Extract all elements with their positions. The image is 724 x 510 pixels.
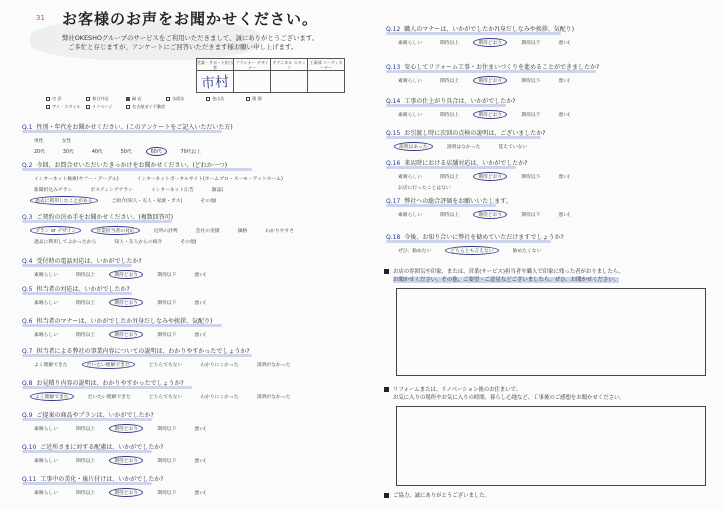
question-number: Q.18 xyxy=(386,234,401,241)
answer-option[interactable]: 期待以上 xyxy=(76,427,96,432)
question-q10 xyxy=(22,442,352,464)
question-text xyxy=(386,62,716,73)
question-text xyxy=(22,316,352,327)
answer-option[interactable]: 女性 xyxy=(61,139,72,144)
answer-option[interactable]: 悪い( xyxy=(194,459,206,464)
bullet-square xyxy=(384,493,389,498)
answer-option[interactable]: 50代 xyxy=(120,150,132,155)
answer-option[interactable]: 素晴らしい xyxy=(34,333,58,338)
highlighter-mark xyxy=(386,204,496,207)
answer-option[interactable]: 期待以下 xyxy=(521,79,541,84)
bullet-square xyxy=(384,269,389,274)
question-q7 xyxy=(22,346,352,368)
answer-option[interactable]: 素晴らしい xyxy=(398,41,422,46)
answer-option[interactable]: 期待以上 xyxy=(76,273,96,278)
question-number: Q.15 xyxy=(386,130,401,137)
question-q3 xyxy=(22,212,352,245)
question-text xyxy=(386,96,716,107)
question-number: Q.17 xyxy=(386,198,401,205)
question-number: Q.4 xyxy=(22,258,33,265)
answer-option-selected[interactable]: 営業担当者の対応 xyxy=(91,226,139,235)
question-q17 xyxy=(386,196,716,218)
answer-option[interactable]: 素晴らしい xyxy=(34,491,58,496)
answer-option[interactable]: わかりにくかった xyxy=(200,363,239,368)
answer-option[interactable]: 素晴らしい xyxy=(398,213,422,218)
answer-options xyxy=(22,186,352,193)
answer-option[interactable]: 期待以上 xyxy=(440,213,460,218)
answer-option-selected[interactable]: プラン or デザイン xyxy=(30,226,81,235)
highlighter-mark xyxy=(22,418,152,421)
answer-option[interactable]: 悪い( xyxy=(194,491,206,496)
question-number: Q.14 xyxy=(386,98,401,105)
question-text xyxy=(22,474,352,485)
answer-option-selected[interactable]: 期待どおり xyxy=(109,298,143,307)
free-question-2-line-1: リフォームまたは、リノベーション後のお住まいで、 xyxy=(393,387,522,393)
highlighter-mark xyxy=(22,130,222,133)
store-label: リノベージ xyxy=(92,104,113,109)
question-number: Q.7 xyxy=(22,348,33,355)
question-text xyxy=(386,196,716,207)
answer-option[interactable]: どちらでもない xyxy=(148,363,183,368)
footer-thanks: ご協力、誠にありがとうございました。 xyxy=(393,493,491,499)
stamp-header-technical: テクニカル スタッフ xyxy=(272,59,306,70)
answer-option[interactable]: 期待以上 xyxy=(440,79,460,84)
answer-option-selected[interactable]: 説明はあった xyxy=(394,142,433,151)
question-number: Q.11 xyxy=(22,476,37,483)
question-label: 弊社への総合評価をお願いいたします。 xyxy=(404,198,512,205)
answer-option-selected[interactable]: よく理解できた xyxy=(30,392,74,401)
question-label: ご契約の決め手をお聞かせください。(複数回答可) xyxy=(36,214,174,221)
highlighter-mark xyxy=(22,450,152,453)
answer-option[interactable]: 期待以上 xyxy=(440,175,460,180)
question-label: 性別・年代をお聞かせください。(このアンケートをご記入いただいた方) xyxy=(36,124,233,131)
answer-options xyxy=(22,393,352,400)
store-label: 吉 浜 xyxy=(52,96,62,101)
question-text xyxy=(22,256,352,267)
answer-option[interactable]: 説明がなかった xyxy=(256,395,291,400)
store-checklist xyxy=(46,96,286,110)
answer-options xyxy=(386,211,716,218)
free-question-2-line-2: お気に入りの場所やお気に入りの時間、暮らし心地など、工事後のご感想をお聞かせください。 xyxy=(393,395,625,401)
free-question-1-line-1: お店の雰囲気や印象、または、営業(サービス)担当者や職人で印象に残った者がおりましたら、 xyxy=(393,269,624,275)
highlighter-mark xyxy=(386,70,596,73)
question-text xyxy=(386,128,716,139)
answer-option[interactable]: よく理解できた xyxy=(34,363,68,368)
question-label: 担当者のマナーは、いかがでしたか?(身だしなみや挨拶、気配り) xyxy=(36,318,213,325)
stamp-header-planner: プランナー デザイナー xyxy=(235,59,269,70)
intro-text xyxy=(62,34,318,52)
answer-option-selected[interactable]: 期待どおり xyxy=(473,210,507,219)
question-q16 xyxy=(386,158,716,191)
question-label: 工事中の美化・後片付けは、いかがでしたか? xyxy=(40,476,164,483)
question-label: ご提案の商品やプランは、いかがでしたか? xyxy=(36,412,154,419)
answer-option[interactable]: 期待以上 xyxy=(76,333,96,338)
free-answer-box-1[interactable] xyxy=(396,288,706,376)
store-option[interactable] xyxy=(246,96,286,102)
answer-option[interactable]: 会社の実績 xyxy=(195,229,220,234)
question-text xyxy=(386,24,716,35)
answer-option[interactable]: お店に行ったことはない xyxy=(398,186,451,191)
answer-option-selected[interactable]: だいたい理解できた xyxy=(82,360,135,369)
question-number: Q.16 xyxy=(386,160,401,167)
answer-options xyxy=(22,197,352,204)
question-text xyxy=(22,410,352,421)
answer-option[interactable]: その他( xyxy=(200,199,217,204)
answer-option[interactable]: 素晴らしい xyxy=(398,113,422,118)
question-label: お見積り内容の説明は、わかりやすかったでしょうか? xyxy=(36,380,184,387)
store-option[interactable] xyxy=(46,96,86,102)
store-option[interactable] xyxy=(206,96,246,102)
answer-option[interactable]: わかりやすさ xyxy=(265,229,294,234)
page-number: 31 xyxy=(36,14,45,22)
intro-line-2: ご多忙と存じますが、アンケートにご回答いただきます様お願い申し上げます。 xyxy=(68,43,298,51)
question-number: Q.6 xyxy=(22,318,33,325)
answer-option[interactable]: 期待以下 xyxy=(157,491,177,496)
answer-option[interactable]: 期待以下 xyxy=(521,175,541,180)
question-label: 安心してリフォーム工事・お住まいづくりを進めることができましたか? xyxy=(404,64,600,71)
question-q5 xyxy=(22,284,352,306)
staff-signature: 市村 xyxy=(200,73,230,92)
answer-option[interactable]: 悪い( xyxy=(194,273,206,278)
survey-title: お客様のお声をお聞かせください。 xyxy=(62,10,319,28)
highlighter-mark xyxy=(22,264,132,267)
answer-options xyxy=(386,184,716,191)
answer-option[interactable]: 期待以下 xyxy=(157,273,177,278)
answer-option[interactable]: 期待以上 xyxy=(440,41,460,46)
checkbox[interactable] xyxy=(86,105,90,109)
store-label: アイ・スタイル xyxy=(52,104,81,109)
answer-options xyxy=(22,271,352,278)
question-q14 xyxy=(386,96,716,118)
answer-option[interactable]: 期待以上 xyxy=(440,113,460,118)
question-label: 今回、お問合せいただいたきっかけをお聞かせください。(どれか一つ) xyxy=(36,162,228,169)
answer-option[interactable]: わかりにくかった xyxy=(200,395,239,400)
answer-option[interactable]: 期待以下 xyxy=(521,213,541,218)
answer-options xyxy=(386,143,716,150)
highlighter-mark xyxy=(22,324,222,327)
answer-option[interactable]: 悪い( xyxy=(558,41,570,46)
question-number: Q.8 xyxy=(22,380,33,387)
answer-options xyxy=(386,77,716,84)
answer-option-selected[interactable]: 期待どおり xyxy=(109,488,143,497)
stamp-cell-technical xyxy=(271,71,308,93)
answer-options xyxy=(386,247,716,254)
store-option[interactable] xyxy=(86,104,126,110)
answer-option[interactable]: 期待以上 xyxy=(76,301,96,306)
question-text xyxy=(22,346,352,357)
question-number: Q.9 xyxy=(22,412,33,419)
answer-option-selected[interactable]: 期待どおり xyxy=(109,330,143,339)
question-q1 xyxy=(22,122,352,155)
answer-option[interactable]: 近所の評判 xyxy=(153,229,178,234)
stamp-header-sales: 営業・サポート担当者 xyxy=(197,59,233,70)
question-number: Q.5 xyxy=(22,286,33,293)
answer-option-selected[interactable]: 期待どおり xyxy=(109,270,143,279)
store-option[interactable] xyxy=(126,104,166,110)
question-text xyxy=(386,232,716,243)
answer-option[interactable]: 素晴らしい xyxy=(398,79,422,84)
checkbox[interactable] xyxy=(246,97,250,101)
free-answer-box-2[interactable] xyxy=(396,406,706,486)
question-label: 今後、お知り合いに弊社を勧めていただけますでしょうか? xyxy=(404,234,564,241)
question-q9 xyxy=(22,410,352,432)
question-number: Q.12 xyxy=(386,26,401,33)
footer xyxy=(384,492,490,500)
answer-options xyxy=(22,489,352,496)
store-label: 金山店 xyxy=(212,96,225,101)
highlighter-mark xyxy=(386,136,541,139)
question-label: 担当者の対応は、いかがでしたか? xyxy=(36,286,130,293)
question-label: 工事の仕上がり具合は、いかがでしたか? xyxy=(404,98,516,105)
answer-option[interactable]: ぜひ、勧めたい xyxy=(398,249,432,254)
free-question-1 xyxy=(384,268,624,284)
answer-options xyxy=(22,227,352,234)
answer-option[interactable]: 期待以下 xyxy=(521,113,541,118)
checkbox[interactable] xyxy=(46,105,50,109)
highlighter-mark xyxy=(386,166,516,169)
answer-option-selected[interactable]: 期待どおり xyxy=(473,172,507,181)
answer-option[interactable]: 説明がなかった xyxy=(256,363,291,368)
question-text xyxy=(22,160,352,171)
question-q8 xyxy=(22,378,352,400)
answer-option[interactable]: 悪い( xyxy=(194,427,206,432)
answer-option[interactable]: 素晴らしい xyxy=(34,273,58,278)
checkbox[interactable] xyxy=(86,97,90,101)
store-option[interactable] xyxy=(166,96,206,102)
answer-option[interactable]: その他( xyxy=(180,240,197,245)
answer-option[interactable]: 価格 xyxy=(237,229,248,234)
question-q13 xyxy=(386,62,716,84)
answer-option[interactable]: 70代以上 xyxy=(180,150,202,155)
answer-option-selected[interactable]: 期待どおり xyxy=(473,76,507,85)
answer-option[interactable]: 期待以下 xyxy=(157,333,177,338)
question-text xyxy=(22,212,352,223)
question-number: Q.13 xyxy=(386,64,401,71)
answer-option-selected[interactable]: 期待どおり xyxy=(473,110,507,119)
answer-option[interactable]: 悪い( xyxy=(558,79,570,84)
answer-option[interactable]: 40代 xyxy=(91,150,103,155)
store-option[interactable] xyxy=(126,96,166,102)
free-question-2 xyxy=(384,386,625,402)
answer-option[interactable]: インターネット広告 xyxy=(151,188,194,193)
checkbox[interactable] xyxy=(206,97,210,101)
question-label: 来店時における店舗対応は、いかがでしたか? xyxy=(404,160,528,167)
answer-option[interactable]: インターネットポータルサイト(ホームプロ・スーモ・アットホーム) xyxy=(136,177,283,182)
question-number: Q.3 xyxy=(22,214,33,221)
answer-option[interactable]: 30代 xyxy=(62,150,74,155)
answer-option[interactable]: インターネット検索(ヤフー・グーグル) xyxy=(34,177,119,182)
answer-option-selected[interactable]: 期待どおり xyxy=(109,456,143,465)
question-text xyxy=(22,442,352,453)
answer-option-selected[interactable]: 過去に利用したことがある xyxy=(30,196,98,205)
answer-option[interactable]: 素晴らしい xyxy=(34,301,58,306)
highlighter-mark xyxy=(22,386,192,389)
answer-option[interactable]: 雑誌( xyxy=(211,188,224,193)
answer-option[interactable]: ご紹介(知人・友人・家族・ガス) xyxy=(111,199,183,204)
store-label: 水面店 xyxy=(172,96,185,101)
stamp-cell-planner xyxy=(234,71,271,93)
highlighter-mark xyxy=(22,354,252,357)
answer-option[interactable]: 素晴らしい xyxy=(34,459,58,464)
answer-options xyxy=(386,111,716,118)
answer-option[interactable]: 説明はなかった xyxy=(446,145,481,150)
store-label: 緑 店 xyxy=(132,96,142,101)
answer-options xyxy=(386,173,716,180)
question-number: Q.1 xyxy=(22,124,33,131)
answer-option[interactable]: 期待以上 xyxy=(76,491,96,496)
answer-option[interactable]: 悪い( xyxy=(194,301,206,306)
checkbox[interactable] xyxy=(126,97,130,101)
checkbox[interactable] xyxy=(126,105,130,109)
answer-option[interactable]: 素晴らしい xyxy=(398,175,422,180)
answer-option[interactable]: 期待以下 xyxy=(157,301,177,306)
question-label: お引渡し時に次回の点検の説明は、ございましたか? xyxy=(404,130,546,137)
answer-option-selected[interactable]: どちらとも言えない xyxy=(445,246,498,255)
question-q15 xyxy=(386,128,716,150)
answer-options xyxy=(22,137,352,144)
stamp-header-construction: 工事部 コーディネーター xyxy=(308,59,345,71)
answer-option[interactable]: 新聞折込みチラシ xyxy=(34,188,73,193)
answer-option[interactable]: どちらでもない xyxy=(148,395,183,400)
answer-option[interactable]: 20代 xyxy=(34,150,45,155)
answer-option[interactable]: だいたい理解できた xyxy=(87,395,131,400)
highlighter-mark xyxy=(386,240,551,243)
answer-option[interactable]: 勧めたくない xyxy=(512,249,542,254)
checkbox[interactable] xyxy=(166,97,170,101)
store-label: 春日井店 xyxy=(92,96,109,101)
answer-option[interactable]: 素晴らしい xyxy=(34,427,58,432)
answer-option[interactable]: ポスティングチラシ xyxy=(90,188,133,193)
answer-option[interactable]: 期待以下 xyxy=(157,459,177,464)
answer-option[interactable]: 男性 xyxy=(34,139,44,144)
question-number: Q.2 xyxy=(22,162,33,169)
question-q12 xyxy=(386,24,716,46)
highlighter-mark xyxy=(22,292,132,295)
question-q18 xyxy=(386,232,716,254)
highlighter-mark xyxy=(22,168,252,171)
answer-option[interactable]: 悪い( xyxy=(558,113,570,118)
question-text xyxy=(22,378,352,389)
answer-options xyxy=(386,39,716,46)
answer-options xyxy=(22,175,352,182)
store-option[interactable] xyxy=(86,96,126,102)
checkbox[interactable] xyxy=(46,97,50,101)
intro-line-1: 弊社OKESHOグループのサービスをご利用いただきまして、誠にありがとうございます。 xyxy=(62,34,319,42)
store-label: 蒲 郡 xyxy=(252,96,262,101)
question-label: ご近所さまに対する配慮は、いかがでしたか? xyxy=(40,444,164,451)
store-label: 名古屋ガイ不動産 xyxy=(132,104,166,109)
answer-options xyxy=(22,457,352,464)
question-q6 xyxy=(22,316,352,338)
answer-option[interactable]: 悪い( xyxy=(194,333,206,338)
question-q11 xyxy=(22,474,352,496)
staff-stamp-table xyxy=(196,58,345,93)
answer-option[interactable]: 期待以下 xyxy=(157,427,177,432)
question-label: 担当者による弊社の事業内容についての説明は、わかりやすかったでしょうか? xyxy=(36,348,250,355)
answer-option[interactable]: 悪い( xyxy=(558,213,570,218)
free-question-1-line-2: お聞かせください。その他、ご要望・ご意見などございましたら、ぜひ、お聞かせください。 xyxy=(393,277,620,283)
answer-option[interactable]: 期待以上 xyxy=(76,459,96,464)
answer-option[interactable]: 悪い( xyxy=(558,175,570,180)
stamp-cell-sales xyxy=(197,71,234,93)
question-q4 xyxy=(22,256,352,278)
answer-options xyxy=(22,425,352,432)
answer-options xyxy=(22,238,352,245)
highlighter-mark xyxy=(386,32,561,35)
answer-option[interactable]: 覚えていない xyxy=(498,145,528,150)
answer-option[interactable]: 知人・友人からの紹介 xyxy=(114,240,163,245)
question-number: Q.10 xyxy=(22,444,37,451)
answer-option-selected[interactable]: 60代 xyxy=(146,147,167,156)
question-text xyxy=(22,122,352,133)
highlighter-mark xyxy=(386,104,506,107)
answer-options xyxy=(22,148,352,155)
highlighter-mark xyxy=(22,482,152,485)
stamp-cell-construction xyxy=(308,71,345,93)
answer-options xyxy=(22,331,352,338)
highlighter-mark xyxy=(22,220,172,223)
store-option[interactable] xyxy=(46,104,86,110)
answer-options xyxy=(22,299,352,306)
answer-options xyxy=(22,361,352,368)
question-label: 受付時の電話対応は、いかがでしたか? xyxy=(36,258,142,265)
question-text xyxy=(22,284,352,295)
question-text xyxy=(386,158,716,169)
answer-option[interactable]: 期待以下 xyxy=(521,41,541,46)
question-q2 xyxy=(22,160,352,204)
answer-option-selected[interactable]: 期待どおり xyxy=(473,38,507,47)
answer-option-selected[interactable]: 期待どおり xyxy=(109,424,143,433)
bullet-square xyxy=(384,387,389,392)
question-label: 職人のマナーは、いかがでしたか?(身だしなみや挨拶、気配り) xyxy=(404,26,575,33)
answer-option[interactable]: 過去に利用してよかったから xyxy=(34,240,97,245)
